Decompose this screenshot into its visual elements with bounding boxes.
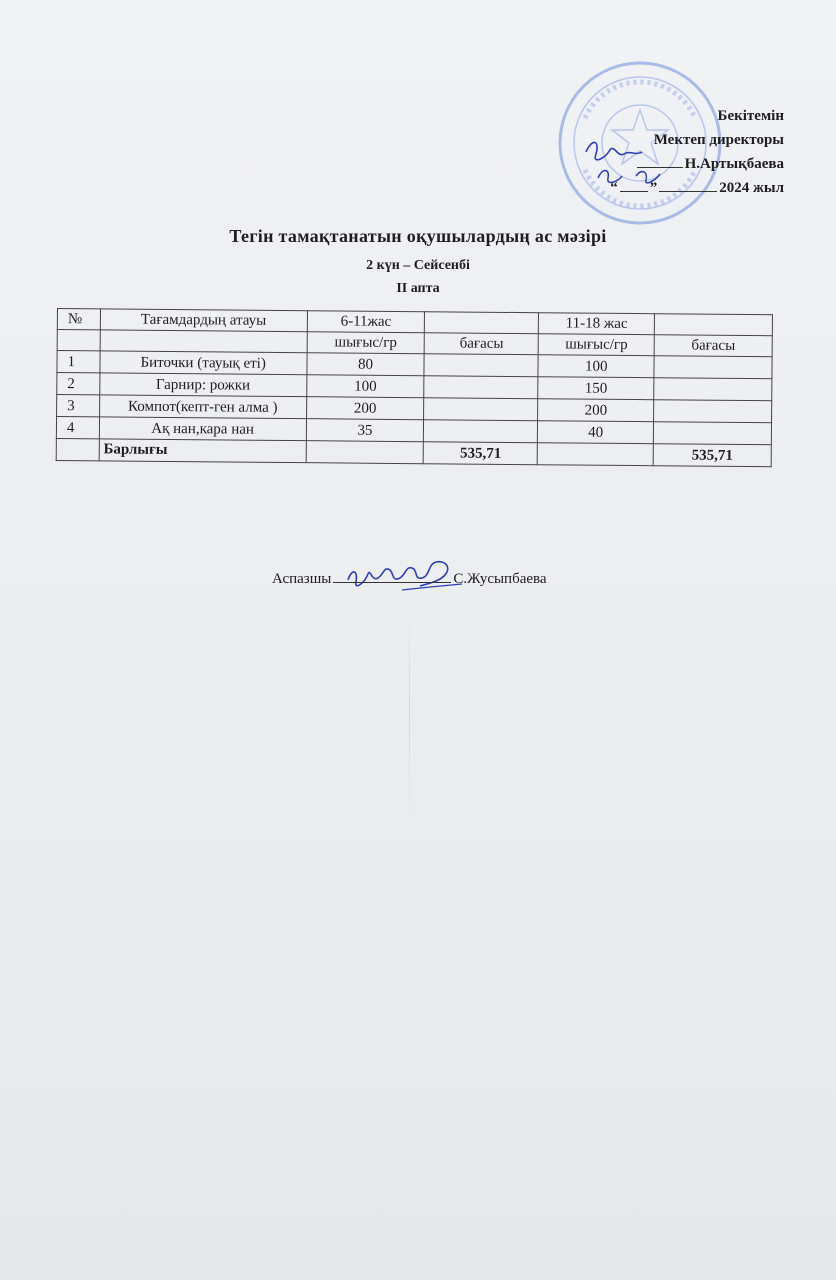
header-qty-2: шығыс/гр — [538, 334, 654, 356]
row-num: 4 — [56, 417, 99, 439]
row-qty-2: 150 — [538, 377, 654, 400]
row-qty-1: 35 — [306, 419, 424, 442]
header-empty-1 — [425, 312, 539, 334]
menu-day: 2 күн – Сейсенбі — [366, 258, 470, 273]
total-qty-2-blank — [537, 443, 653, 466]
total-qty-1-blank — [306, 441, 424, 464]
approval-position: Мектеп директоры — [653, 132, 784, 148]
paper-fold-line — [409, 600, 410, 820]
row-dish: Гарнир: рожки — [99, 373, 306, 397]
total-price-2: 535,71 — [653, 444, 771, 467]
cook-signature-line — [272, 571, 547, 588]
total-num-blank — [56, 438, 99, 460]
cook-role: Аспазшы — [272, 571, 332, 587]
total-price-1: 535,71 — [424, 442, 538, 465]
row-price-2 — [654, 378, 772, 401]
approval-heading: Бекітемін — [717, 108, 784, 124]
menu-title: Тегін тамақтанатын оқушылардың ас мәзірі — [229, 226, 607, 246]
date-quote-open: “ — [610, 180, 618, 196]
cook-signature-blank — [333, 582, 451, 583]
row-num: 3 — [57, 395, 100, 417]
header-price-2: бағасы — [654, 335, 772, 357]
row-price-1 — [424, 354, 538, 377]
cook-name: С.Жусыпбаева — [453, 571, 547, 587]
header-group-2: 11-18 жас — [539, 313, 655, 335]
approval-name: Н.Артықбаева — [684, 156, 784, 172]
menu-table — [56, 308, 773, 467]
header-name-blank — [100, 330, 307, 353]
row-price-2 — [654, 422, 772, 445]
menu-week: ІІ апта — [396, 281, 440, 296]
row-dish: Биточки (тауық еті) — [100, 351, 307, 375]
row-qty-1: 200 — [306, 397, 424, 420]
total-label: Барлығы — [99, 439, 306, 463]
row-price-1 — [424, 398, 538, 421]
row-dish: Ақ нан,кара нан — [99, 417, 306, 441]
row-num: 2 — [57, 373, 100, 395]
header-empty-2 — [654, 314, 772, 336]
header-num: № — [57, 309, 100, 330]
header-group-1: 6-11жас — [307, 311, 425, 333]
row-qty-1: 100 — [306, 375, 424, 398]
header-price-1: бағасы — [425, 333, 539, 355]
date-quote-close: ” — [649, 180, 658, 196]
row-price-1 — [424, 420, 538, 443]
row-price-2 — [654, 400, 772, 423]
header-qty-1: шығыс/гр — [307, 332, 425, 354]
header-name: Тағамдардың атауы — [100, 309, 307, 332]
row-price-2 — [654, 356, 772, 379]
row-qty-1: 80 — [307, 353, 425, 376]
row-dish: Компот(кепт-ген алма ) — [99, 395, 306, 419]
row-price-1 — [424, 376, 538, 399]
header-num-blank — [57, 330, 100, 351]
approval-year: 2024 жыл — [719, 180, 784, 196]
director-signature-icon — [578, 132, 668, 192]
row-num: 1 — [57, 351, 100, 373]
row-qty-2: 40 — [538, 421, 654, 444]
row-qty-2: 200 — [538, 399, 654, 422]
row-qty-2: 100 — [538, 355, 654, 378]
